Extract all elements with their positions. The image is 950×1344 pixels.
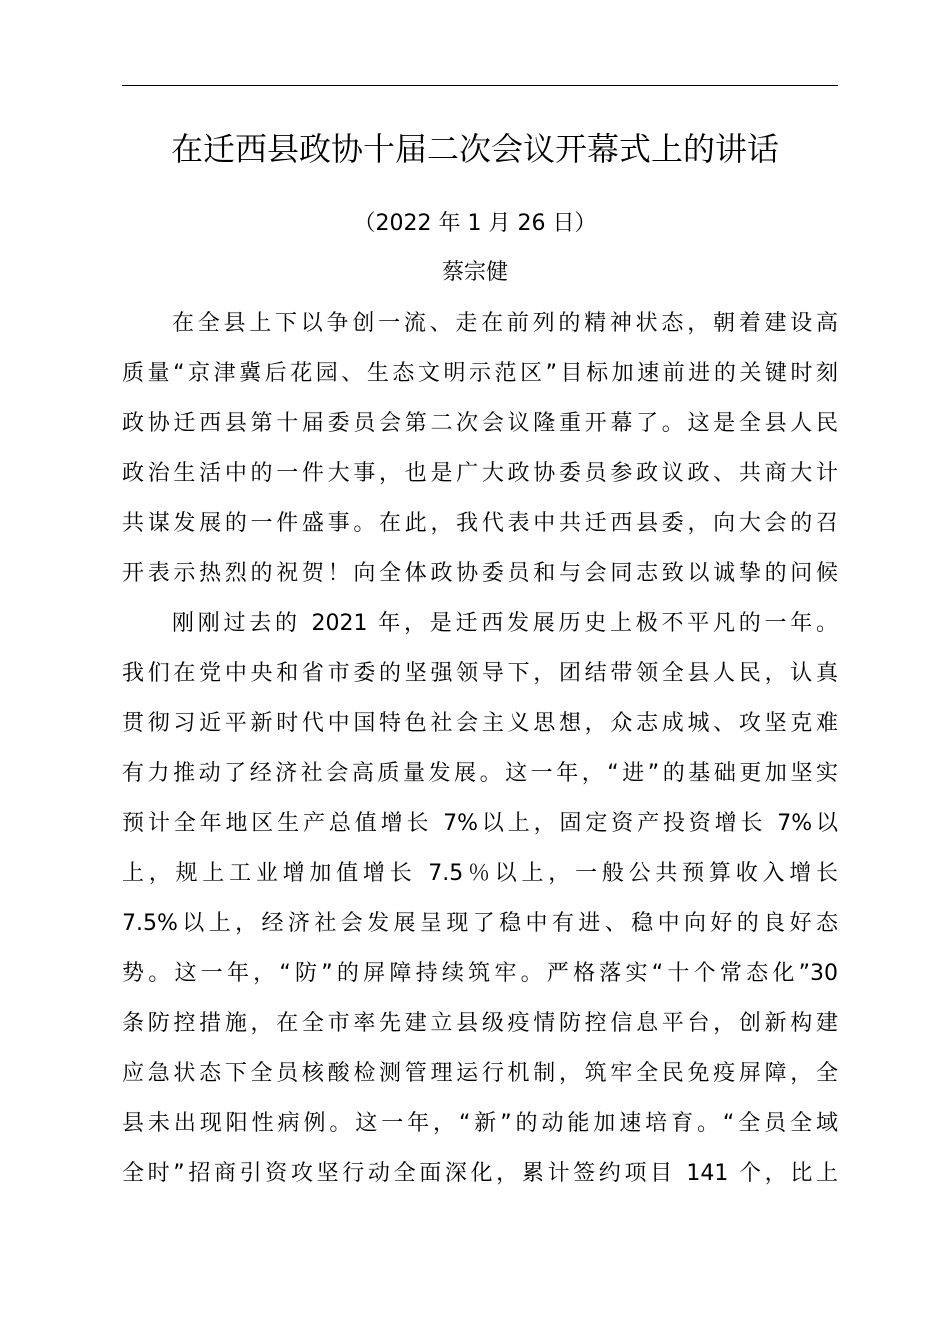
body-line: 质量“京津冀后花园、生态文明示范区”目标加速前进的关键时刻 (122, 361, 838, 386)
body-line: 政治生活中的一件大事，也是广大政协委员参政议政、共商大计 (122, 461, 838, 486)
body-line: 贯彻习近平新时代中国特色社会主义思想，众志成城、攻坚克难 (122, 711, 838, 736)
body-line: 势。这一年，“防”的屏障持续筑牢。严格落实“十个常态化”30 (122, 961, 838, 986)
speech-date: （2022 年 1 月 26 日） (353, 211, 597, 236)
document-title: 在迁西县政协十届二次会议开幕式上的讲话 (170, 130, 779, 168)
body-line: 政协迁西县第十届委员会第二次会议隆重开幕了。这是全县人民 (122, 411, 838, 436)
body-line: 条防控措施，在全市率先建立县级疫情防控信息平台，创新构建 (122, 1011, 838, 1036)
body-line: 我们在党中央和省市委的坚强领导下，团结带领全县人民，认真 (122, 661, 838, 686)
speaker-name: 蔡宗健 (441, 260, 508, 285)
body-line: 全时”招商引资攻坚行动全面深化，累计签约项目 141 个，比上 (122, 1161, 838, 1186)
body-line: 上，规上工业增加值增长 7.5％以上，一般公共预算收入增长 (122, 861, 838, 886)
body-line: 刚刚过去的 2021 年，是迁西发展历史上极不平凡的一年。 (172, 611, 838, 636)
body-line: 共谋发展的一件盛事。在此，我代表中共迁西县委，向大会的召 (122, 511, 838, 536)
body-line: 开表示热烈的祝贺！向全体政协委员和与会同志致以诚挚的问候 (122, 561, 838, 586)
body-line: 有力推动了经济社会高质量发展。这一年，“进”的基础更加坚实 (122, 761, 838, 786)
body-line: 县未出现阳性病例。这一年，“新”的动能加速培育。“全员全域 (122, 1111, 838, 1136)
header-rule (122, 85, 838, 86)
body-line: 7.5%以上，经济社会发展呈现了稳中有进、稳中向好的良好态 (122, 911, 838, 936)
body-line: 预计全年地区生产总值增长 7%以上，固定资产投资增长 7%以 (122, 811, 838, 836)
body-text (122, 304, 838, 1204)
body-line: 应急状态下全员核酸检测管理运行机制，筑牢全民免疫屏障，全 (122, 1061, 838, 1086)
body-line: 在全县上下以争创一流、走在前列的精神状态，朝着建设高 (172, 311, 838, 336)
